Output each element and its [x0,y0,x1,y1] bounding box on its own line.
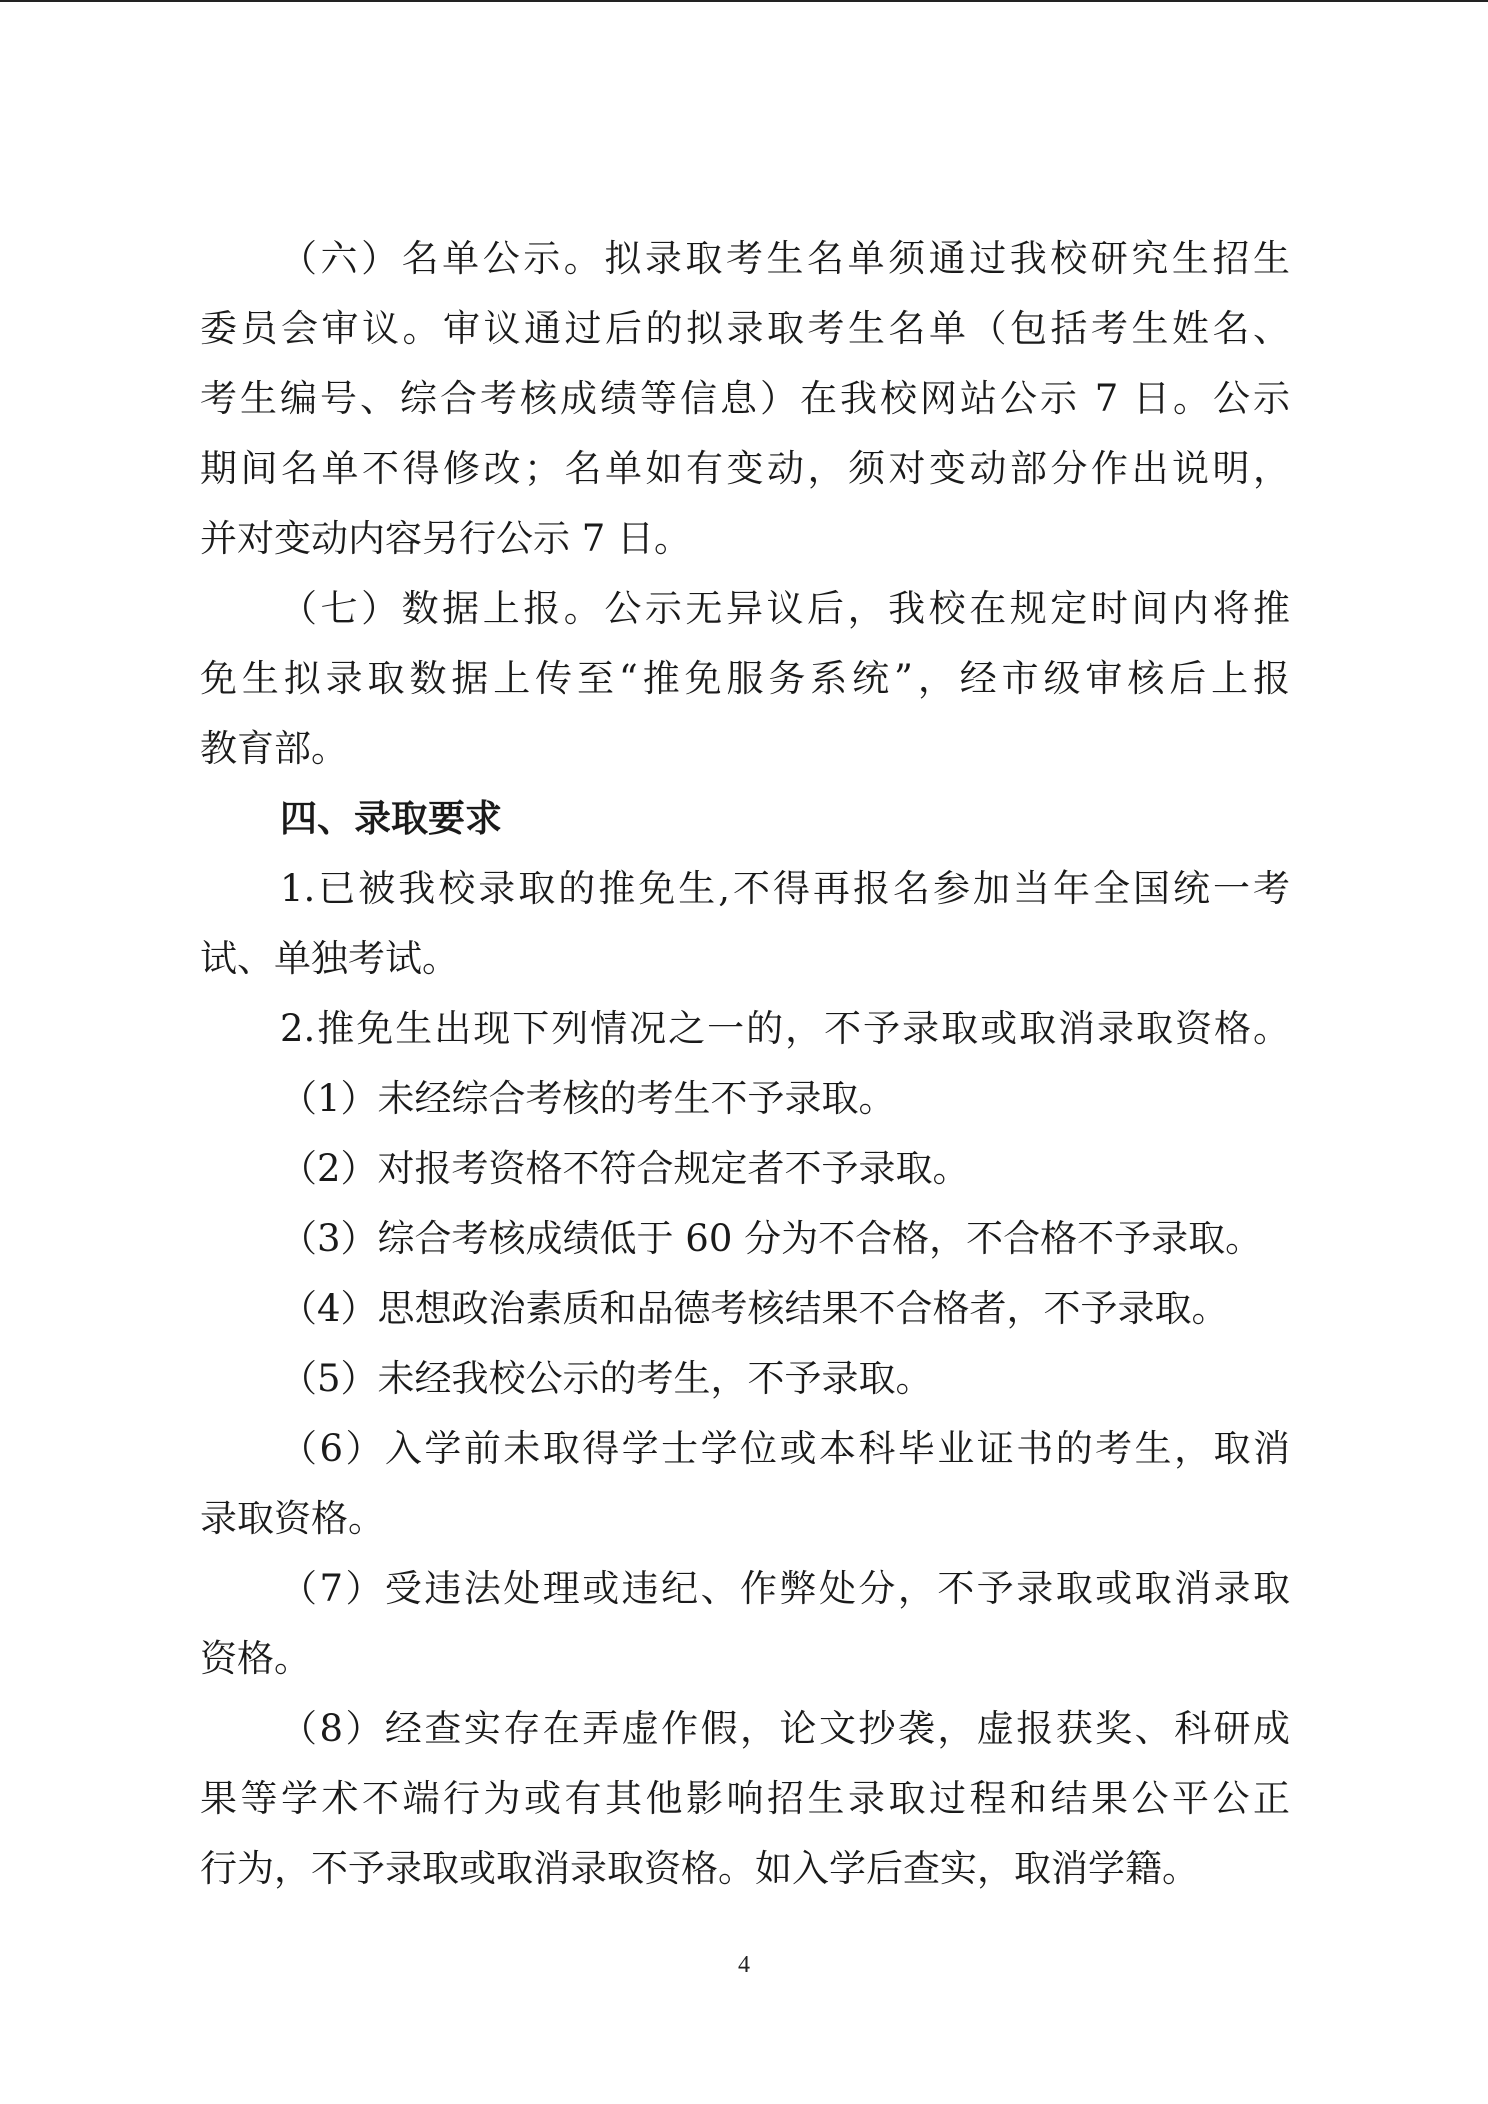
page-number: 4 [738,1952,750,1978]
list-item: （1）未经综合考核的考生不予录取。 [280,1077,896,1120]
text-line: 果等学术不端行为或有其他影响招生录取过程和结果公平公正 [200,1777,1290,1820]
condition-item-6 [200,1414,1290,1554]
text-line: 考生编号、综合考核成绩等信息）在我校网站公示 7 日。公示 [200,377,1290,420]
paragraph-requirement-2 [200,994,1290,1064]
text-line: 录取资格。 [200,1497,385,1540]
text-line: 2.推免生出现下列情况之一的，不予录取或取消录取资格。 [280,1007,1290,1050]
text-line: 免生拟录取数据上传至“推免服务系统”，经市级审核后上报 [200,657,1290,700]
text-line: 试、单独考试。 [200,937,459,980]
text-line: （6）入学前未取得学士学位或本科毕业证书的考生，取消 [280,1427,1290,1470]
list-item: （4）思想政治素质和品德考核结果不合格者，不予录取。 [280,1287,1229,1330]
paragraph-list-publicity [200,224,1290,574]
text-line: 教育部。 [200,727,348,770]
text-line: 资格。 [200,1637,311,1680]
text-line: 委员会审议。审议通过后的拟录取考生名单（包括考生姓名、 [200,307,1290,350]
section-heading: 四、录取要求 [280,797,502,840]
text-line: 期间名单不得修改；名单如有变动，须对变动部分作出说明， [200,447,1290,490]
text-line: （7）受违法处理或违纪、作弊处分，不予录取或取消录取 [280,1567,1290,1610]
condition-item-8 [200,1694,1290,1904]
text-line: （六）名单公示。拟录取考生名单须通过我校研究生招生 [280,237,1290,280]
text-line: （七）数据上报。公示无异议后，我校在规定时间内将推 [280,587,1290,630]
text-line: 1.已被我校录取的推免生,不得再报名参加当年全国统一考 [280,867,1290,910]
document-body [200,224,1290,1904]
list-item: （2）对报考资格不符合规定者不予录取。 [280,1147,970,1190]
condition-list [200,1064,1290,1414]
condition-item-7 [200,1554,1290,1694]
text-line: （8）经查实存在弄虚作假，论文抄袭，虚报获奖、科研成 [280,1707,1290,1750]
text-line: 行为，不予录取或取消录取资格。如入学后查实，取消学籍。 [200,1847,1199,1890]
list-item: （5）未经我校公示的考生，不予录取。 [280,1357,933,1400]
paragraph-requirement-1 [200,854,1290,994]
paragraph-data-report [200,574,1290,784]
text-line: 并对变动内容另行公示 7 日。 [200,517,692,560]
list-item: （3）综合考核成绩低于 60 分为不合格，不合格不予录取。 [280,1217,1263,1260]
